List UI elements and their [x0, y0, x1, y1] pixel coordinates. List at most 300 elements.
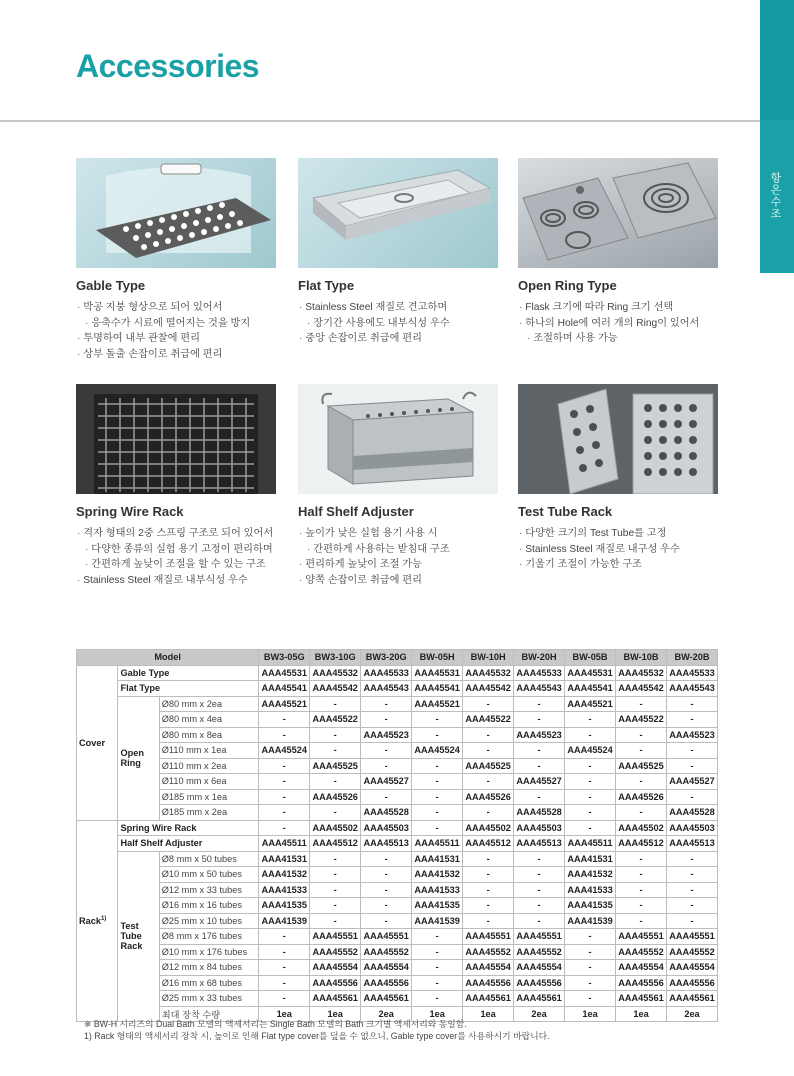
card-spring-wire-rack	[76, 384, 276, 588]
row-label: Ø12 mm x 84 tubes	[159, 960, 258, 976]
part-code-cell: -	[565, 774, 616, 790]
rack-label: Rack	[79, 915, 101, 926]
part-code-cell: AAA45521	[565, 696, 616, 712]
part-code-cell: -	[259, 991, 310, 1007]
part-code-cell: AAA45551	[310, 929, 361, 945]
part-code-cell: AAA45531	[259, 665, 310, 681]
part-code-cell: 1ea	[310, 1006, 361, 1022]
part-code-cell: AAA45552	[667, 944, 718, 960]
part-code-cell: -	[616, 913, 667, 929]
part-code-cell: AAA45528	[514, 805, 565, 821]
part-code-cell: AAA45552	[514, 944, 565, 960]
half-shelf-image	[298, 384, 498, 494]
part-code-cell: AAA45512	[310, 836, 361, 852]
part-code-cell: AAA41531	[565, 851, 616, 867]
part-code-cell: -	[565, 820, 616, 836]
part-code-cell: -	[412, 975, 463, 991]
row-label: 최대 장착 수량	[159, 1006, 258, 1022]
part-code-cell: AAA45503	[514, 820, 565, 836]
part-code-cell: AAA41531	[412, 851, 463, 867]
part-code-cell: AAA45551	[463, 929, 514, 945]
test-tube-group-label: Test Tube Rack	[118, 851, 159, 1022]
part-code-cell: AAA45532	[463, 665, 514, 681]
part-code-cell: AAA45532	[616, 665, 667, 681]
part-code-cell: AAA45542	[310, 681, 361, 697]
table-row	[77, 836, 718, 852]
part-code-cell: AAA45552	[463, 944, 514, 960]
part-code-cell: AAA41539	[565, 913, 616, 929]
part-code-cell: AAA41539	[412, 913, 463, 929]
part-code-cell: AAA45561	[310, 991, 361, 1007]
open-ring-group-label: Open Ring	[118, 696, 159, 820]
part-code-cell: -	[310, 867, 361, 883]
model-header: Model	[77, 650, 259, 666]
part-code-cell: -	[463, 882, 514, 898]
part-code-cell: -	[514, 851, 565, 867]
part-code-cell: AAA45542	[463, 681, 514, 697]
part-code-cell: AAA45528	[667, 805, 718, 821]
part-code-cell: AAA45556	[667, 975, 718, 991]
part-code-cell: -	[565, 991, 616, 1007]
part-code-cell: AAA45522	[463, 712, 514, 728]
part-code-cell: -	[259, 712, 310, 728]
model-column: BW-05B	[565, 650, 616, 666]
part-code-cell: -	[616, 774, 667, 790]
card-line: · 장기간 사용에도 내부식성 우수	[298, 316, 498, 332]
part-code-cell: AAA45542	[616, 681, 667, 697]
card-line: · Stainless Steel 재질로 내부식성 우수	[76, 573, 276, 589]
card-half-shelf-adjuster	[298, 384, 498, 588]
card-title: Half Shelf Adjuster	[298, 504, 414, 519]
footnote-line: ※ BW-H 시리즈의 Dual Bath 모델의 액세서리는 Single Bath 모델의 Bath 크기별 액세서리와 동일함.	[84, 1019, 467, 1029]
table-row	[77, 991, 718, 1007]
part-code-cell: AAA45533	[667, 665, 718, 681]
part-code-cell: AAA45511	[412, 836, 463, 852]
part-code-cell: 1ea	[616, 1006, 667, 1022]
part-code-cell: -	[361, 696, 412, 712]
part-code-cell: -	[616, 727, 667, 743]
part-code-cell: AAA45552	[361, 944, 412, 960]
row-label: Gable Type	[118, 665, 259, 681]
table-row	[77, 758, 718, 774]
part-code-cell: -	[616, 867, 667, 883]
part-code-cell: AAA45524	[565, 743, 616, 759]
part-code-cell: AAA45524	[259, 743, 310, 759]
part-code-cell: 2ea	[361, 1006, 412, 1022]
part-code-cell: AAA45561	[463, 991, 514, 1007]
part-code-cell: AAA45527	[667, 774, 718, 790]
part-code-cell: AAA45521	[412, 696, 463, 712]
part-code-cell: -	[361, 851, 412, 867]
card-test-tube-rack	[518, 384, 718, 573]
part-code-cell: -	[667, 789, 718, 805]
card-title: Flat Type	[298, 278, 355, 293]
row-label: Ø8 mm x 50 tubes	[159, 851, 258, 867]
row-label: Ø80 mm x 8ea	[159, 727, 258, 743]
part-code-cell: AAA45522	[616, 712, 667, 728]
part-code-cell: -	[412, 727, 463, 743]
part-code-cell: -	[514, 712, 565, 728]
part-code-cell: -	[310, 774, 361, 790]
part-code-cell: AAA45554	[310, 960, 361, 976]
part-code-cell: -	[412, 805, 463, 821]
model-column: BW3-05G	[259, 650, 310, 666]
part-code-cell: -	[514, 867, 565, 883]
gable-cover-image	[76, 158, 276, 268]
table-row	[77, 867, 718, 883]
part-code-cell: -	[463, 805, 514, 821]
card-line: · 투명하여 내부 관찰에 편리	[76, 331, 276, 347]
model-column: BW-20B	[667, 650, 718, 666]
row-label: Ø25 mm x 10 tubes	[159, 913, 258, 929]
part-code-cell: -	[667, 851, 718, 867]
part-code-cell: AAA45524	[412, 743, 463, 759]
card-line: · 기울기 조절이 가능한 구조	[518, 557, 718, 573]
part-code-cell: -	[259, 820, 310, 836]
card-line: · 격자 형태의 2중 스프링 구조로 되어 있어서	[76, 526, 276, 542]
part-code-cell: AAA45512	[463, 836, 514, 852]
part-code-cell: -	[565, 960, 616, 976]
row-label: Ø12 mm x 33 tubes	[159, 882, 258, 898]
part-code-cell: -	[565, 944, 616, 960]
part-code-cell: 1ea	[565, 1006, 616, 1022]
part-code-cell: AAA45561	[514, 991, 565, 1007]
part-code-cell: AAA45513	[667, 836, 718, 852]
row-label: Ø10 mm x 50 tubes	[159, 867, 258, 883]
flat-cover-image	[298, 158, 498, 268]
part-code-cell: -	[514, 743, 565, 759]
row-label: Ø8 mm x 176 tubes	[159, 929, 258, 945]
title-divider	[0, 120, 760, 122]
row-label: Ø185 mm x 1ea	[159, 789, 258, 805]
part-code-cell: AAA45527	[361, 774, 412, 790]
part-code-cell: AAA45523	[514, 727, 565, 743]
table-row	[77, 851, 718, 867]
row-label: Ø110 mm x 1ea	[159, 743, 258, 759]
part-code-cell: AAA45541	[412, 681, 463, 697]
part-code-cell: -	[565, 758, 616, 774]
table-row	[77, 805, 718, 821]
part-code-cell: -	[565, 712, 616, 728]
part-code-cell: -	[412, 712, 463, 728]
part-code-cell: -	[616, 898, 667, 914]
part-code-cell: AAA41533	[259, 882, 310, 898]
part-code-cell: -	[463, 898, 514, 914]
part-code-cell: AAA45522	[310, 712, 361, 728]
part-code-cell: AAA41535	[412, 898, 463, 914]
model-column: BW-10B	[616, 650, 667, 666]
part-code-cell: -	[667, 696, 718, 712]
table-row	[77, 898, 718, 914]
part-code-cell: AAA45556	[514, 975, 565, 991]
row-label: Ø16 mm x 68 tubes	[159, 975, 258, 991]
side-tab-top	[760, 0, 794, 120]
part-code-cell: -	[361, 913, 412, 929]
card-line: · 응축수가 시료에 떨어지는 것을 방지	[76, 316, 276, 332]
row-label: Ø110 mm x 2ea	[159, 758, 258, 774]
part-code-cell: AAA45543	[361, 681, 412, 697]
part-code-cell: AAA45527	[514, 774, 565, 790]
part-code-cell: -	[667, 758, 718, 774]
row-label: Ø80 mm x 2ea	[159, 696, 258, 712]
row-label: Ø185 mm x 2ea	[159, 805, 258, 821]
model-column: BW3-10G	[310, 650, 361, 666]
spring-wire-rack-image	[76, 384, 276, 494]
side-tab-label: 항온수조	[769, 172, 781, 220]
table-row	[77, 882, 718, 898]
part-code-cell: -	[412, 991, 463, 1007]
card-line: · Stainless Steel 재질로 내구성 우수	[518, 542, 718, 558]
part-code-cell: AAA41535	[259, 898, 310, 914]
card-open-ring-type	[518, 158, 718, 347]
table-row	[77, 696, 718, 712]
part-code-cell: AAA45521	[259, 696, 310, 712]
part-code-cell: AAA41531	[259, 851, 310, 867]
table-row	[77, 975, 718, 991]
part-code-cell: AAA45531	[565, 665, 616, 681]
part-code-cell: -	[463, 913, 514, 929]
part-code-cell: -	[361, 789, 412, 805]
part-code-cell: AAA45502	[616, 820, 667, 836]
card-line: · 다양한 크기의 Test Tube를 고정	[518, 526, 718, 542]
part-code-cell: AAA45513	[514, 836, 565, 852]
part-code-cell: AAA45551	[361, 929, 412, 945]
part-code-cell: -	[667, 712, 718, 728]
page-title: Accessories	[76, 48, 260, 84]
part-code-cell: -	[667, 743, 718, 759]
part-code-cell: -	[310, 743, 361, 759]
part-code-cell: -	[310, 727, 361, 743]
part-code-cell: -	[514, 758, 565, 774]
part-code-cell: AAA45554	[616, 960, 667, 976]
part-code-cell: AAA45513	[361, 836, 412, 852]
table-row	[77, 789, 718, 805]
part-code-cell: -	[310, 882, 361, 898]
part-code-cell: -	[616, 743, 667, 759]
part-code-cell: AAA45523	[361, 727, 412, 743]
rack-footnote-mark: 1)	[100, 915, 107, 922]
table-row	[77, 913, 718, 929]
part-code-cell: AAA45552	[616, 944, 667, 960]
card-line: · 상부 돌출 손잡이로 취급에 편리	[76, 347, 276, 363]
part-code-cell: -	[565, 727, 616, 743]
part-code-cell: AAA45551	[514, 929, 565, 945]
part-code-cell: -	[667, 898, 718, 914]
part-code-cell: AAA45511	[259, 836, 310, 852]
part-code-cell: AAA45502	[463, 820, 514, 836]
part-code-cell: -	[259, 929, 310, 945]
row-label: Ø110 mm x 6ea	[159, 774, 258, 790]
part-code-cell: 2ea	[514, 1006, 565, 1022]
part-code-cell: -	[361, 758, 412, 774]
part-code-cell: -	[361, 867, 412, 883]
part-code-cell: AAA45531	[412, 665, 463, 681]
card-line: · 조절하며 사용 가능	[518, 331, 718, 347]
part-code-cell: AAA45525	[463, 758, 514, 774]
card-flat-type	[298, 158, 498, 347]
part-code-cell: AAA45561	[361, 991, 412, 1007]
part-code-cell: -	[514, 696, 565, 712]
card-line: · 다양한 종류의 실험 용기 고정이 편리하며	[76, 542, 276, 558]
part-code-cell: -	[259, 960, 310, 976]
table-row	[77, 820, 718, 836]
part-code-cell: AAA45526	[310, 789, 361, 805]
part-code-cell: AAA45554	[463, 960, 514, 976]
part-code-cell: AAA45502	[310, 820, 361, 836]
part-code-cell: -	[412, 929, 463, 945]
part-code-cell: -	[310, 696, 361, 712]
part-code-cell: AAA41535	[565, 898, 616, 914]
part-code-cell: -	[616, 851, 667, 867]
part-code-cell: -	[616, 882, 667, 898]
part-code-cell: -	[259, 975, 310, 991]
part-code-cell: 1ea	[259, 1006, 310, 1022]
open-ring-image	[518, 158, 718, 268]
part-code-cell: AAA45528	[361, 805, 412, 821]
part-code-cell: -	[667, 867, 718, 883]
table-row	[77, 712, 718, 728]
card-line: · 편리하게 높낮이 조절 가능	[298, 557, 498, 573]
table-row	[77, 774, 718, 790]
table-row	[77, 681, 718, 697]
card-title: Test Tube Rack	[518, 504, 613, 519]
part-code-cell: AAA45554	[667, 960, 718, 976]
part-code-cell: -	[259, 727, 310, 743]
part-code-cell: -	[412, 820, 463, 836]
row-label: Ø10 mm x 176 tubes	[159, 944, 258, 960]
part-code-cell: -	[463, 727, 514, 743]
card-line: · 간편하게 사용하는 받침대 구조	[298, 542, 498, 558]
part-code-cell: AAA41533	[412, 882, 463, 898]
part-code-cell: -	[412, 774, 463, 790]
part-code-cell: AAA41532	[565, 867, 616, 883]
part-code-cell: AAA45561	[667, 991, 718, 1007]
part-code-cell: -	[616, 696, 667, 712]
table-row	[77, 665, 718, 681]
part-code-cell: -	[514, 882, 565, 898]
part-code-cell: AAA45526	[616, 789, 667, 805]
part-code-cell: -	[412, 758, 463, 774]
part-code-cell: -	[361, 743, 412, 759]
card-title: Spring Wire Rack	[76, 504, 184, 519]
part-code-cell: AAA45503	[667, 820, 718, 836]
model-column: BW-10H	[463, 650, 514, 666]
part-code-cell: -	[361, 882, 412, 898]
part-code-cell: AAA45525	[310, 758, 361, 774]
part-code-cell: -	[412, 944, 463, 960]
table-row	[77, 944, 718, 960]
part-code-cell: AAA45551	[667, 929, 718, 945]
cover-group-label: Cover	[77, 665, 118, 820]
part-code-cell: 2ea	[667, 1006, 718, 1022]
part-code-cell: AAA45543	[667, 681, 718, 697]
part-code-cell: -	[259, 805, 310, 821]
row-label: Spring Wire Rack	[118, 820, 259, 836]
part-code-cell: -	[667, 913, 718, 929]
part-code-cell: -	[565, 789, 616, 805]
part-code-cell: -	[310, 851, 361, 867]
part-code-cell: AAA45543	[514, 681, 565, 697]
part-code-cell: -	[259, 758, 310, 774]
part-code-cell: AAA45503	[361, 820, 412, 836]
card-line: · Stainless Steel 재질로 견고하며	[298, 300, 498, 316]
part-code-cell: -	[259, 789, 310, 805]
part-code-cell: AAA45554	[514, 960, 565, 976]
part-code-cell: AAA45523	[667, 727, 718, 743]
part-code-cell: AAA41539	[259, 913, 310, 929]
part-code-cell: -	[361, 898, 412, 914]
card-line: · 간편하게 높낮이 조절을 할 수 있는 구조	[76, 557, 276, 573]
part-code-cell: -	[259, 944, 310, 960]
card-title: Gable Type	[76, 278, 146, 293]
part-code-cell: AAA45511	[565, 836, 616, 852]
card-gable-type	[76, 158, 276, 362]
part-code-cell: 1ea	[463, 1006, 514, 1022]
part-code-cell: AAA45541	[565, 681, 616, 697]
part-code-cell: AAA45551	[616, 929, 667, 945]
footnote-line: 1) Rack 형태의 액세서리 장착 시, 높이로 인해 Flat type cover를 덮을 수 없으니, Gable type cover를 사용하시기 바랍니다.	[84, 1031, 550, 1041]
part-code-cell: AAA45556	[310, 975, 361, 991]
part-code-cell: AAA41532	[412, 867, 463, 883]
part-code-cell: -	[565, 975, 616, 991]
part-code-cell: -	[310, 913, 361, 929]
table-row	[77, 727, 718, 743]
part-code-cell: AAA45512	[616, 836, 667, 852]
header-row	[77, 650, 718, 666]
table-row	[77, 929, 718, 945]
accessory-spec-table	[76, 649, 718, 1022]
part-code-cell: -	[361, 712, 412, 728]
part-code-cell: 1ea	[412, 1006, 463, 1022]
part-code-cell: AAA45526	[463, 789, 514, 805]
part-code-cell: -	[514, 913, 565, 929]
part-code-cell: AAA45541	[259, 681, 310, 697]
part-code-cell: -	[514, 898, 565, 914]
card-line: · 높이가 낮은 실험 용기 사용 시	[298, 526, 498, 542]
part-code-cell: -	[310, 898, 361, 914]
part-code-cell: -	[565, 929, 616, 945]
row-label: Flat Type	[118, 681, 259, 697]
part-code-cell: AAA45561	[616, 991, 667, 1007]
part-code-cell: -	[463, 867, 514, 883]
card-line: · 중앙 손잡이로 취급에 편리	[298, 331, 498, 347]
part-code-cell: AAA45556	[616, 975, 667, 991]
part-code-cell: AAA45525	[616, 758, 667, 774]
part-code-cell: AAA45532	[310, 665, 361, 681]
test-tube-rack-image	[518, 384, 718, 494]
part-code-cell: -	[616, 805, 667, 821]
part-code-cell: -	[514, 789, 565, 805]
row-label: Ø16 mm x 16 tubes	[159, 898, 258, 914]
card-title: Open Ring Type	[518, 278, 617, 293]
part-code-cell: AAA41533	[565, 882, 616, 898]
part-code-cell: AAA41532	[259, 867, 310, 883]
part-code-cell: AAA45533	[361, 665, 412, 681]
part-code-cell: -	[412, 960, 463, 976]
part-code-cell: -	[463, 696, 514, 712]
row-label: Half Shelf Adjuster	[118, 836, 259, 852]
row-label: Ø25 mm x 33 tubes	[159, 991, 258, 1007]
part-code-cell: AAA45533	[514, 665, 565, 681]
part-code-cell: AAA45552	[310, 944, 361, 960]
part-code-cell: -	[259, 774, 310, 790]
part-code-cell: AAA45556	[463, 975, 514, 991]
part-code-cell: -	[565, 805, 616, 821]
part-code-cell: AAA45554	[361, 960, 412, 976]
part-code-cell: -	[310, 805, 361, 821]
table-row	[77, 743, 718, 759]
footnotes	[84, 1018, 550, 1042]
